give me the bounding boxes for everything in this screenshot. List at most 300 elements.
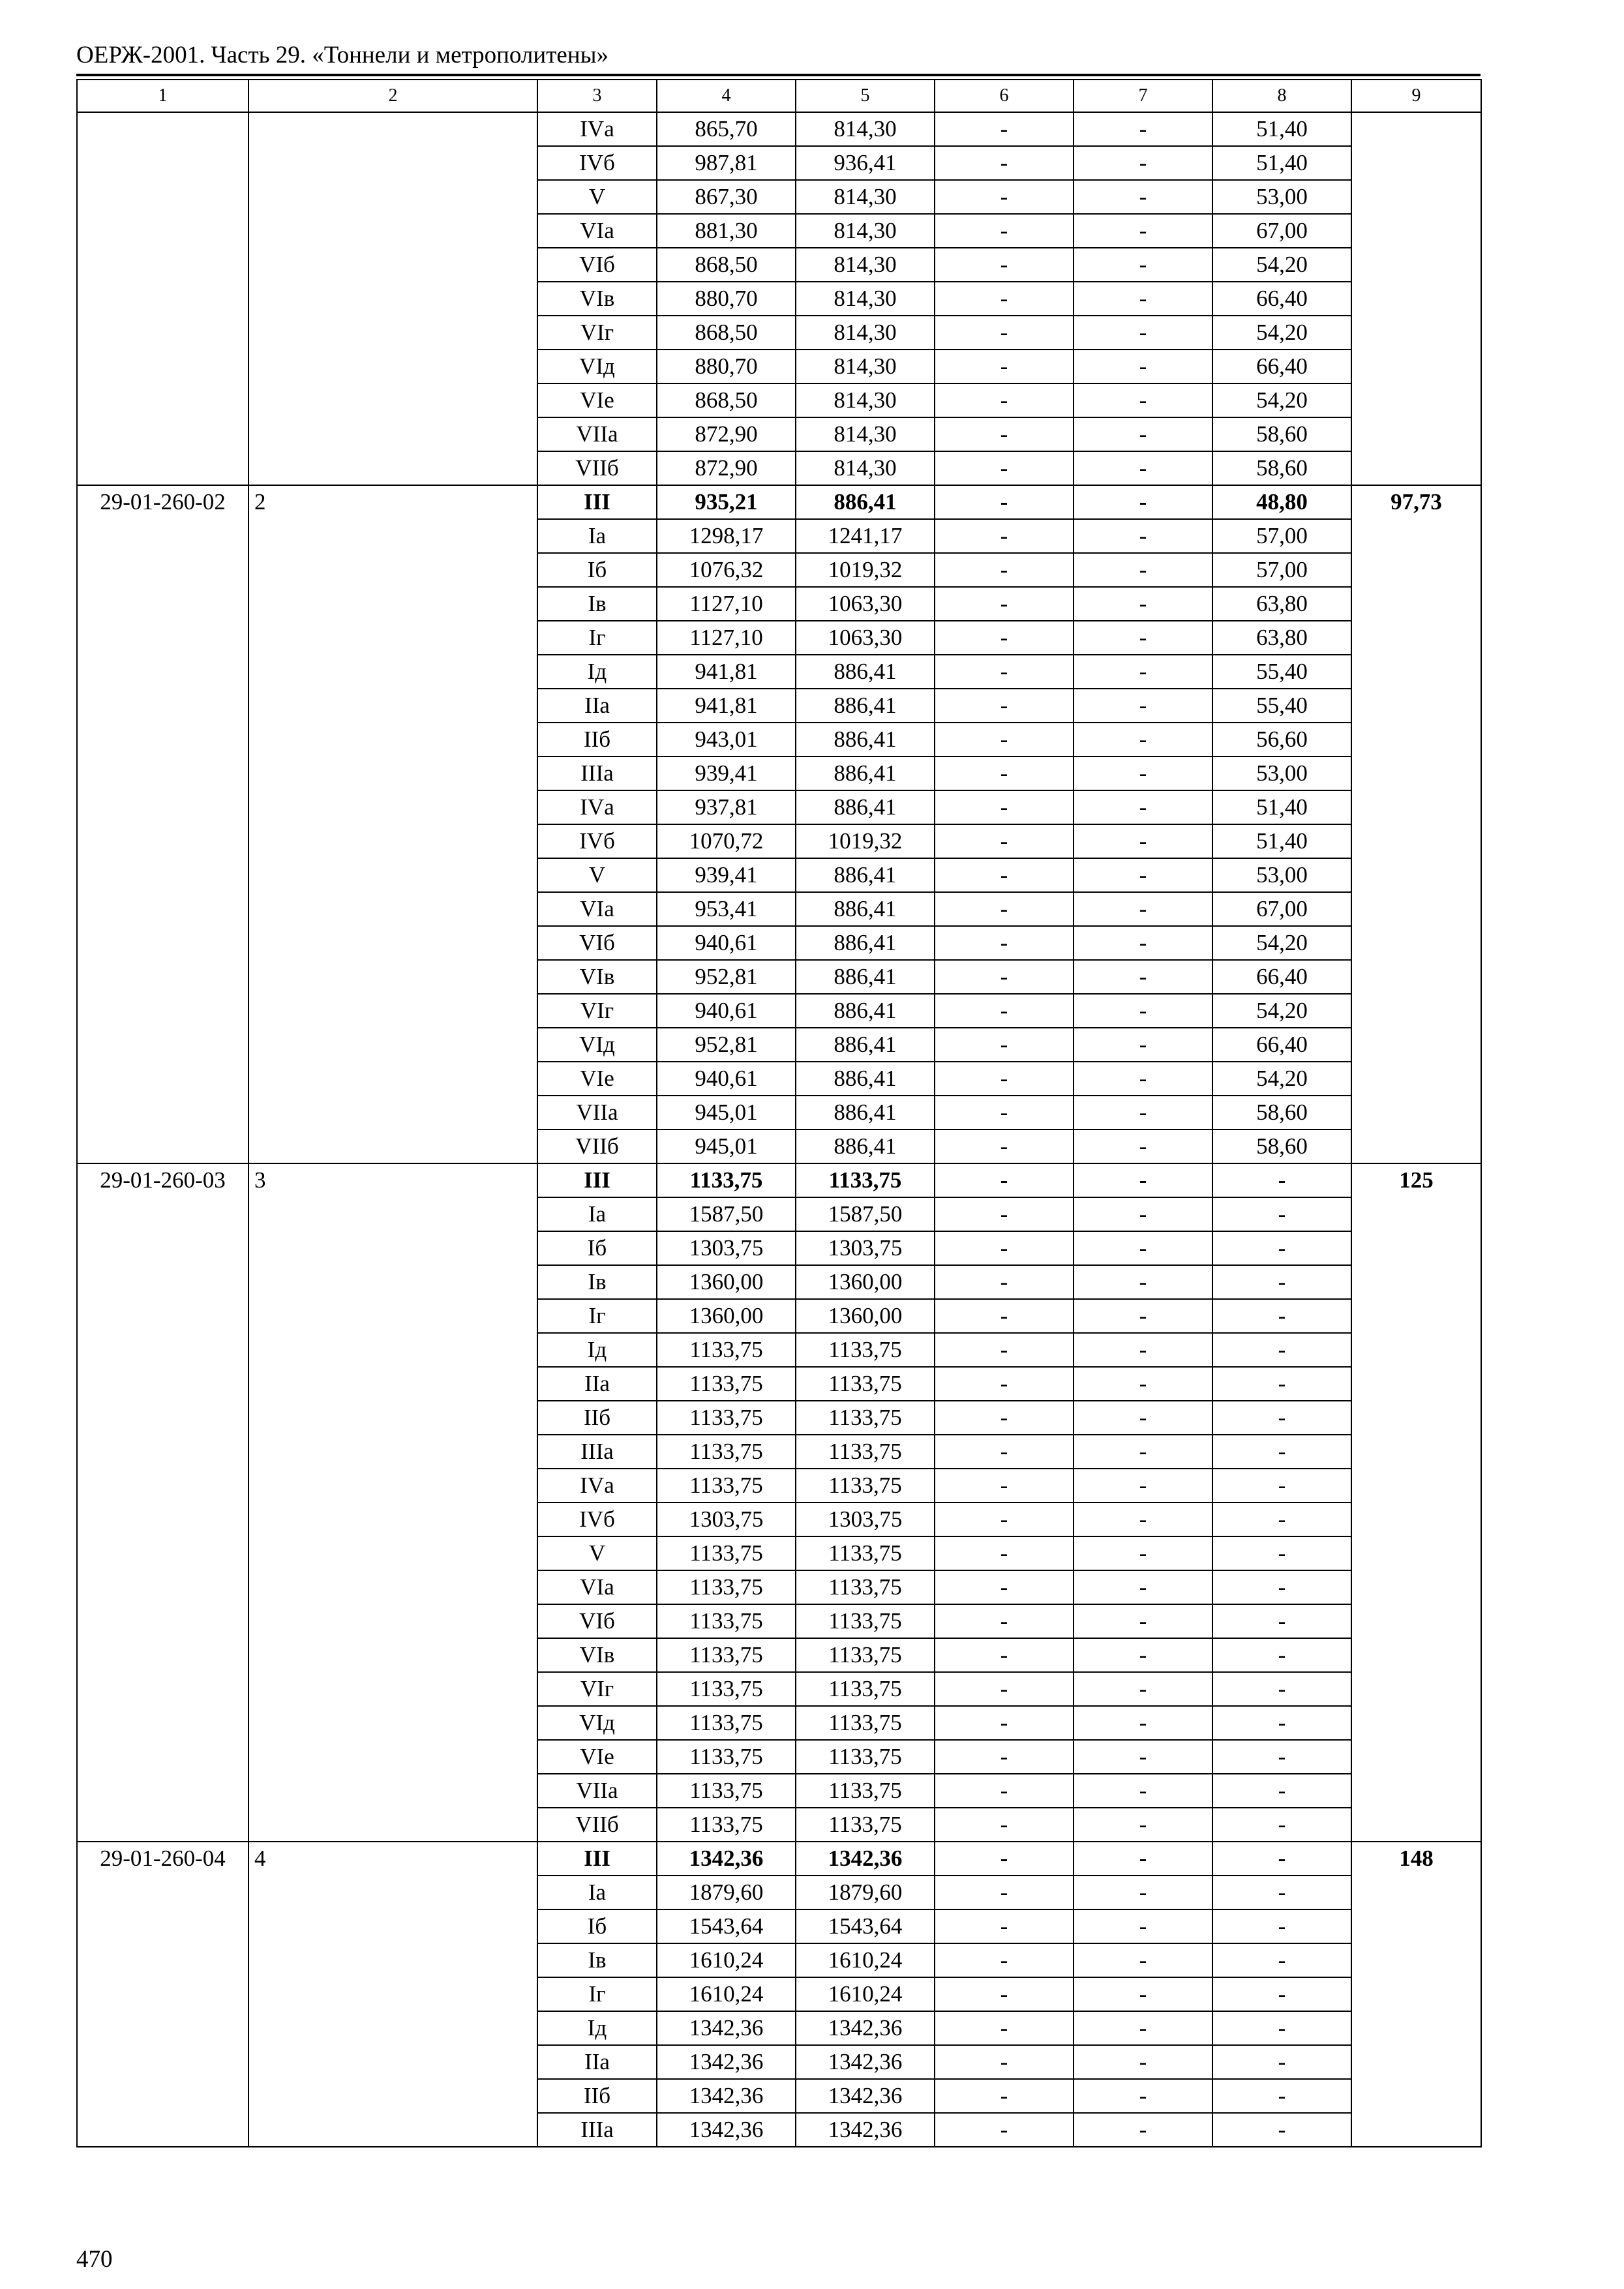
value-cell-c5: 1133,75: [796, 1401, 935, 1435]
value-cell-c4: 939,41: [657, 756, 796, 790]
value-cell-c4: 941,81: [657, 689, 796, 723]
value-cell-c6: -: [935, 248, 1074, 282]
zone-cell: IVа: [537, 112, 657, 146]
column-number-row: [77, 80, 1481, 112]
value-cell-c7: -: [1074, 587, 1212, 621]
zone-cell: VIг: [537, 994, 657, 1028]
value-cell-c6: -: [935, 1638, 1074, 1672]
value-cell-c7: -: [1074, 1401, 1212, 1435]
table-row: [77, 112, 1481, 146]
value-cell-c6: -: [935, 723, 1074, 756]
value-cell-c4: 1133,75: [657, 1706, 796, 1740]
value-cell-c7: -: [1074, 1503, 1212, 1536]
value-cell-c6: -: [935, 383, 1074, 417]
value-cell-c8: -: [1212, 1570, 1351, 1604]
value-cell-c7: -: [1074, 1774, 1212, 1808]
zone-cell: VIб: [537, 248, 657, 282]
value-cell-c6: -: [935, 350, 1074, 383]
price-table: [76, 79, 1482, 2147]
value-cell-c5: 886,41: [796, 858, 935, 892]
value-cell-c7: -: [1074, 1604, 1212, 1638]
value-cell-c4: 1360,00: [657, 1299, 796, 1333]
zone-cell: Iв: [537, 587, 657, 621]
value-cell-c6: -: [935, 1130, 1074, 1163]
value-cell-c6: -: [935, 756, 1074, 790]
value-cell-c6: -: [935, 926, 1074, 960]
value-cell-c5: 1133,75: [796, 1570, 935, 1604]
zone-cell: IIа: [537, 689, 657, 723]
value-cell-c8: -: [1212, 1876, 1351, 1909]
value-cell-c4: 1610,24: [657, 1977, 796, 2011]
value-cell-c7: -: [1074, 248, 1212, 282]
zone-cell: Iг: [537, 1299, 657, 1333]
value-cell-c7: -: [1074, 2011, 1212, 2045]
column-header: 5: [796, 80, 935, 112]
value-cell-c6: -: [935, 1943, 1074, 1977]
zone-cell: Iг: [537, 621, 657, 655]
zone-cell: Iв: [537, 1943, 657, 1977]
zone-cell: VIв: [537, 960, 657, 994]
value-cell-c8: 54,20: [1212, 316, 1351, 350]
value-cell-c6: -: [935, 1503, 1074, 1536]
value-cell-c6: -: [935, 519, 1074, 553]
value-cell-c4: 1133,75: [657, 1163, 796, 1197]
value-cell-c8: 54,20: [1212, 248, 1351, 282]
value-cell-c4: 1342,36: [657, 2011, 796, 2045]
zone-cell: V: [537, 1536, 657, 1570]
value-cell-c4: 1342,36: [657, 2045, 796, 2079]
value-cell-c6: -: [935, 417, 1074, 451]
value-cell-c5: 1342,36: [796, 1842, 935, 1876]
value-cell-c7: -: [1074, 1163, 1212, 1197]
value-cell-c8: -: [1212, 1299, 1351, 1333]
value-cell-c7: -: [1074, 1333, 1212, 1367]
value-cell-c8: 54,20: [1212, 383, 1351, 417]
value-cell-c6: -: [935, 587, 1074, 621]
value-cell-c7: -: [1074, 1299, 1212, 1333]
value-cell-c7: -: [1074, 282, 1212, 316]
value-cell-c8: 67,00: [1212, 214, 1351, 248]
value-cell-c5: 886,41: [796, 790, 935, 824]
value-cell-c7: -: [1074, 2079, 1212, 2113]
value-cell-c5: 886,41: [796, 756, 935, 790]
value-cell-c4: 945,01: [657, 1096, 796, 1130]
value-cell-c8: 66,40: [1212, 282, 1351, 316]
value-cell-c4: 872,90: [657, 451, 796, 485]
value-cell-c8: 51,40: [1212, 112, 1351, 146]
value-cell-c7: -: [1074, 214, 1212, 248]
value-cell-c5: 1342,36: [796, 2011, 935, 2045]
value-cell-c4: 1133,75: [657, 1469, 796, 1503]
value-cell-c4: 1543,64: [657, 1909, 796, 1943]
zone-cell: IIа: [537, 2045, 657, 2079]
value-cell-c5: 1133,75: [796, 1638, 935, 1672]
zone-cell: Iд: [537, 2011, 657, 2045]
value-cell-c8: 54,20: [1212, 926, 1351, 960]
value-cell-c4: 867,30: [657, 180, 796, 214]
zone-cell: III: [537, 1163, 657, 1197]
column-header: 4: [657, 80, 796, 112]
value-cell-c6: -: [935, 960, 1074, 994]
value-cell-c7: -: [1074, 723, 1212, 756]
value-cell-c4: 1303,75: [657, 1503, 796, 1536]
value-cell-c7: -: [1074, 146, 1212, 180]
table-row: [77, 1842, 1481, 1876]
value-cell-c5: 886,41: [796, 1130, 935, 1163]
value-cell-c7: -: [1074, 960, 1212, 994]
value-cell-c8: -: [1212, 1333, 1351, 1367]
value-cell-c8: 51,40: [1212, 824, 1351, 858]
rate-code-cell: 29-01-260-03: [77, 1163, 248, 1842]
value-cell-c4: 987,81: [657, 146, 796, 180]
value-cell-c4: 1360,00: [657, 1265, 796, 1299]
value-cell-c6: -: [935, 1842, 1074, 1876]
value-cell-c5: 814,30: [796, 383, 935, 417]
value-cell-c6: -: [935, 1367, 1074, 1401]
value-cell-c6: -: [935, 621, 1074, 655]
zone-cell: IVб: [537, 1503, 657, 1536]
zone-cell: VIIа: [537, 417, 657, 451]
value-cell-c6: -: [935, 994, 1074, 1028]
zone-cell: Iа: [537, 1197, 657, 1231]
value-cell-c7: -: [1074, 689, 1212, 723]
value-cell-c4: 937,81: [657, 790, 796, 824]
value-cell-c8: -: [1212, 1943, 1351, 1977]
value-cell-c8: -: [1212, 1367, 1351, 1401]
value-cell-c5: 814,30: [796, 180, 935, 214]
value-cell-c7: -: [1074, 1536, 1212, 1570]
value-cell-c7: -: [1074, 451, 1212, 485]
zone-cell: III: [537, 485, 657, 519]
value-cell-c6: -: [935, 1706, 1074, 1740]
zone-cell: Iг: [537, 1977, 657, 2011]
value-cell-c4: 1133,75: [657, 1774, 796, 1808]
zone-cell: VIв: [537, 282, 657, 316]
rate-code-cell: 29-01-260-02: [77, 485, 248, 1163]
zone-cell: Iа: [537, 519, 657, 553]
value-cell-c7: -: [1074, 756, 1212, 790]
zone-cell: IIб: [537, 1401, 657, 1435]
zone-cell: VIе: [537, 1062, 657, 1096]
value-cell-c6: -: [935, 1299, 1074, 1333]
value-cell-c7: -: [1074, 892, 1212, 926]
value-cell-c4: 1133,75: [657, 1604, 796, 1638]
zone-cell: IIб: [537, 2079, 657, 2113]
value-cell-c5: 936,41: [796, 146, 935, 180]
value-cell-c5: 886,41: [796, 723, 935, 756]
value-cell-c8: 66,40: [1212, 960, 1351, 994]
value-cell-c6: -: [935, 1469, 1074, 1503]
value-cell-c7: -: [1074, 383, 1212, 417]
value-cell-c4: 1133,75: [657, 1367, 796, 1401]
value-cell-c7: -: [1074, 1842, 1212, 1876]
value-cell-c7: -: [1074, 994, 1212, 1028]
value-cell-c7: -: [1074, 553, 1212, 587]
value-cell-c5: 1303,75: [796, 1231, 935, 1265]
value-cell-c8: 55,40: [1212, 689, 1351, 723]
value-cell-c4: 880,70: [657, 350, 796, 383]
value-cell-c5: 886,41: [796, 689, 935, 723]
rate-code-cell: [77, 112, 248, 485]
value-cell-c7: -: [1074, 1062, 1212, 1096]
value-cell-c7: -: [1074, 1028, 1212, 1062]
value-cell-c4: 1133,75: [657, 1570, 796, 1604]
zone-cell: VIIа: [537, 1096, 657, 1130]
value-cell-c7: -: [1074, 519, 1212, 553]
zone-cell: IVа: [537, 1469, 657, 1503]
value-cell-c6: -: [935, 1536, 1074, 1570]
value-cell-c4: 868,50: [657, 383, 796, 417]
value-cell-c7: -: [1074, 2113, 1212, 2147]
total-cell: 125: [1351, 1163, 1481, 1842]
zone-cell: VIг: [537, 1672, 657, 1706]
value-cell-c8: -: [1212, 1842, 1351, 1876]
zone-cell: VIIб: [537, 1808, 657, 1842]
zone-cell: IIIа: [537, 2113, 657, 2147]
zone-cell: IVб: [537, 824, 657, 858]
value-cell-c8: 57,00: [1212, 553, 1351, 587]
value-cell-c8: -: [1212, 1909, 1351, 1943]
value-cell-c6: -: [935, 1197, 1074, 1231]
value-cell-c5: 1133,75: [796, 1435, 935, 1469]
column-header: 9: [1351, 80, 1481, 112]
item-number-cell: 4: [248, 1842, 537, 2147]
value-cell-c8: -: [1212, 1503, 1351, 1536]
zone-cell: VIд: [537, 1028, 657, 1062]
value-cell-c5: 1610,24: [796, 1943, 935, 1977]
value-cell-c4: 872,90: [657, 417, 796, 451]
value-cell-c4: 945,01: [657, 1130, 796, 1163]
value-cell-c8: -: [1212, 1197, 1351, 1231]
value-cell-c6: -: [935, 1604, 1074, 1638]
value-cell-c6: -: [935, 655, 1074, 689]
value-cell-c7: -: [1074, 1876, 1212, 1909]
value-cell-c5: 886,41: [796, 1096, 935, 1130]
value-cell-c8: -: [1212, 1469, 1351, 1503]
value-cell-c7: -: [1074, 1265, 1212, 1299]
zone-cell: VIа: [537, 1570, 657, 1604]
value-cell-c5: 886,41: [796, 994, 935, 1028]
value-cell-c5: 814,30: [796, 214, 935, 248]
value-cell-c8: 56,60: [1212, 723, 1351, 756]
value-cell-c5: 1133,75: [796, 1740, 935, 1774]
value-cell-c7: -: [1074, 858, 1212, 892]
value-cell-c5: 1063,30: [796, 587, 935, 621]
value-cell-c5: 1342,36: [796, 2079, 935, 2113]
value-cell-c7: -: [1074, 316, 1212, 350]
value-cell-c6: -: [935, 1096, 1074, 1130]
column-header: 3: [537, 80, 657, 112]
value-cell-c7: -: [1074, 655, 1212, 689]
value-cell-c8: 53,00: [1212, 756, 1351, 790]
value-cell-c8: -: [1212, 2045, 1351, 2079]
zone-cell: IIIа: [537, 1435, 657, 1469]
value-cell-c8: -: [1212, 1435, 1351, 1469]
value-cell-c8: 58,60: [1212, 451, 1351, 485]
value-cell-c7: -: [1074, 1638, 1212, 1672]
value-cell-c6: -: [935, 1333, 1074, 1367]
value-cell-c5: 1360,00: [796, 1299, 935, 1333]
zone-cell: VIб: [537, 926, 657, 960]
value-cell-c6: -: [935, 2079, 1074, 2113]
zone-cell: VIд: [537, 1706, 657, 1740]
value-cell-c7: -: [1074, 1197, 1212, 1231]
value-cell-c8: 54,20: [1212, 1062, 1351, 1096]
value-cell-c8: -: [1212, 1808, 1351, 1842]
value-cell-c6: -: [935, 214, 1074, 248]
value-cell-c8: 63,80: [1212, 587, 1351, 621]
value-cell-c4: 880,70: [657, 282, 796, 316]
value-cell-c4: 881,30: [657, 214, 796, 248]
value-cell-c8: 66,40: [1212, 1028, 1351, 1062]
value-cell-c7: -: [1074, 1909, 1212, 1943]
value-cell-c8: -: [1212, 1536, 1351, 1570]
value-cell-c6: -: [935, 2045, 1074, 2079]
value-cell-c5: 1587,50: [796, 1197, 935, 1231]
value-cell-c6: -: [935, 1774, 1074, 1808]
value-cell-c4: 1879,60: [657, 1876, 796, 1909]
value-cell-c8: -: [1212, 1706, 1351, 1740]
table-row: [77, 1163, 1481, 1197]
zone-cell: VIа: [537, 214, 657, 248]
total-cell: 97,73: [1351, 485, 1481, 1163]
value-cell-c4: 1127,10: [657, 621, 796, 655]
zone-cell: VIа: [537, 892, 657, 926]
value-cell-c8: 66,40: [1212, 350, 1351, 383]
value-cell-c5: 1303,75: [796, 1503, 935, 1536]
value-cell-c8: -: [1212, 1638, 1351, 1672]
value-cell-c6: -: [935, 485, 1074, 519]
zone-cell: IIб: [537, 723, 657, 756]
value-cell-c6: -: [935, 146, 1074, 180]
value-cell-c8: 58,60: [1212, 417, 1351, 451]
value-cell-c6: -: [935, 1570, 1074, 1604]
value-cell-c4: 1342,36: [657, 2079, 796, 2113]
value-cell-c7: -: [1074, 2045, 1212, 2079]
value-cell-c4: 1610,24: [657, 1943, 796, 1977]
value-cell-c4: 1076,32: [657, 553, 796, 587]
value-cell-c4: 1133,75: [657, 1536, 796, 1570]
value-cell-c5: 886,41: [796, 926, 935, 960]
value-cell-c4: 1133,75: [657, 1808, 796, 1842]
value-cell-c6: -: [935, 1265, 1074, 1299]
zone-cell: III: [537, 1842, 657, 1876]
value-cell-c4: 1133,75: [657, 1672, 796, 1706]
value-cell-c6: -: [935, 1231, 1074, 1265]
value-cell-c6: -: [935, 112, 1074, 146]
zone-cell: Iд: [537, 1333, 657, 1367]
value-cell-c7: -: [1074, 1706, 1212, 1740]
value-cell-c4: 865,70: [657, 112, 796, 146]
value-cell-c6: -: [935, 1808, 1074, 1842]
value-cell-c5: 1133,75: [796, 1604, 935, 1638]
value-cell-c8: 54,20: [1212, 994, 1351, 1028]
value-cell-c7: -: [1074, 1435, 1212, 1469]
value-cell-c6: -: [935, 1672, 1074, 1706]
value-cell-c8: 53,00: [1212, 180, 1351, 214]
value-cell-c4: 952,81: [657, 1028, 796, 1062]
column-header: 1: [77, 80, 248, 112]
value-cell-c8: 51,40: [1212, 146, 1351, 180]
zone-cell: Iб: [537, 1909, 657, 1943]
value-cell-c7: -: [1074, 112, 1212, 146]
value-cell-c4: 1303,75: [657, 1231, 796, 1265]
value-cell-c7: -: [1074, 1943, 1212, 1977]
value-cell-c4: 868,50: [657, 248, 796, 282]
value-cell-c6: -: [935, 1876, 1074, 1909]
value-cell-c5: 886,41: [796, 1062, 935, 1096]
value-cell-c4: 941,81: [657, 655, 796, 689]
value-cell-c7: -: [1074, 1231, 1212, 1265]
value-cell-c4: 1133,75: [657, 1401, 796, 1435]
value-cell-c8: -: [1212, 1672, 1351, 1706]
value-cell-c7: -: [1074, 824, 1212, 858]
value-cell-c8: -: [1212, 2011, 1351, 2045]
value-cell-c5: 1133,75: [796, 1706, 935, 1740]
item-number-cell: [248, 112, 537, 485]
value-cell-c6: -: [935, 2113, 1074, 2147]
zone-cell: IVб: [537, 146, 657, 180]
item-number-cell: 2: [248, 485, 537, 1163]
value-cell-c4: 939,41: [657, 858, 796, 892]
value-cell-c5: 814,30: [796, 417, 935, 451]
value-cell-c4: 868,50: [657, 316, 796, 350]
value-cell-c5: 1360,00: [796, 1265, 935, 1299]
value-cell-c7: -: [1074, 1469, 1212, 1503]
zone-cell: VIб: [537, 1604, 657, 1638]
value-cell-c8: 55,40: [1212, 655, 1351, 689]
value-cell-c8: 48,80: [1212, 485, 1351, 519]
value-cell-c5: 886,41: [796, 1028, 935, 1062]
rate-code-cell: 29-01-260-04: [77, 1842, 248, 2147]
value-cell-c7: -: [1074, 350, 1212, 383]
zone-cell: V: [537, 180, 657, 214]
value-cell-c7: -: [1074, 1096, 1212, 1130]
page-header-title: ОЕРЖ-2001. Часть 29. «Тоннели и метрополитены»: [76, 42, 609, 68]
value-cell-c7: -: [1074, 1672, 1212, 1706]
zone-cell: VIIб: [537, 451, 657, 485]
zone-cell: Iб: [537, 1231, 657, 1265]
value-cell-c4: 1133,75: [657, 1638, 796, 1672]
value-cell-c8: -: [1212, 2079, 1351, 2113]
zone-cell: VIе: [537, 1740, 657, 1774]
value-cell-c8: -: [1212, 2113, 1351, 2147]
value-cell-c8: -: [1212, 1774, 1351, 1808]
value-cell-c5: 814,30: [796, 248, 935, 282]
zone-cell: VIIа: [537, 1774, 657, 1808]
value-cell-c7: -: [1074, 1130, 1212, 1163]
value-cell-c8: 57,00: [1212, 519, 1351, 553]
value-cell-c6: -: [935, 1977, 1074, 2011]
value-cell-c6: -: [935, 1062, 1074, 1096]
value-cell-c5: 1133,75: [796, 1163, 935, 1197]
value-cell-c7: -: [1074, 180, 1212, 214]
value-cell-c6: -: [935, 824, 1074, 858]
value-cell-c4: 1587,50: [657, 1197, 796, 1231]
value-cell-c5: 814,30: [796, 451, 935, 485]
value-cell-c7: -: [1074, 485, 1212, 519]
zone-cell: IVа: [537, 790, 657, 824]
value-cell-c7: -: [1074, 1570, 1212, 1604]
value-cell-c5: 1342,36: [796, 2045, 935, 2079]
value-cell-c6: -: [935, 1909, 1074, 1943]
value-cell-c6: -: [935, 451, 1074, 485]
value-cell-c5: 1342,36: [796, 2113, 935, 2147]
value-cell-c5: 1133,75: [796, 1672, 935, 1706]
value-cell-c7: -: [1074, 1977, 1212, 2011]
zone-cell: Iв: [537, 1265, 657, 1299]
zone-cell: VIг: [537, 316, 657, 350]
